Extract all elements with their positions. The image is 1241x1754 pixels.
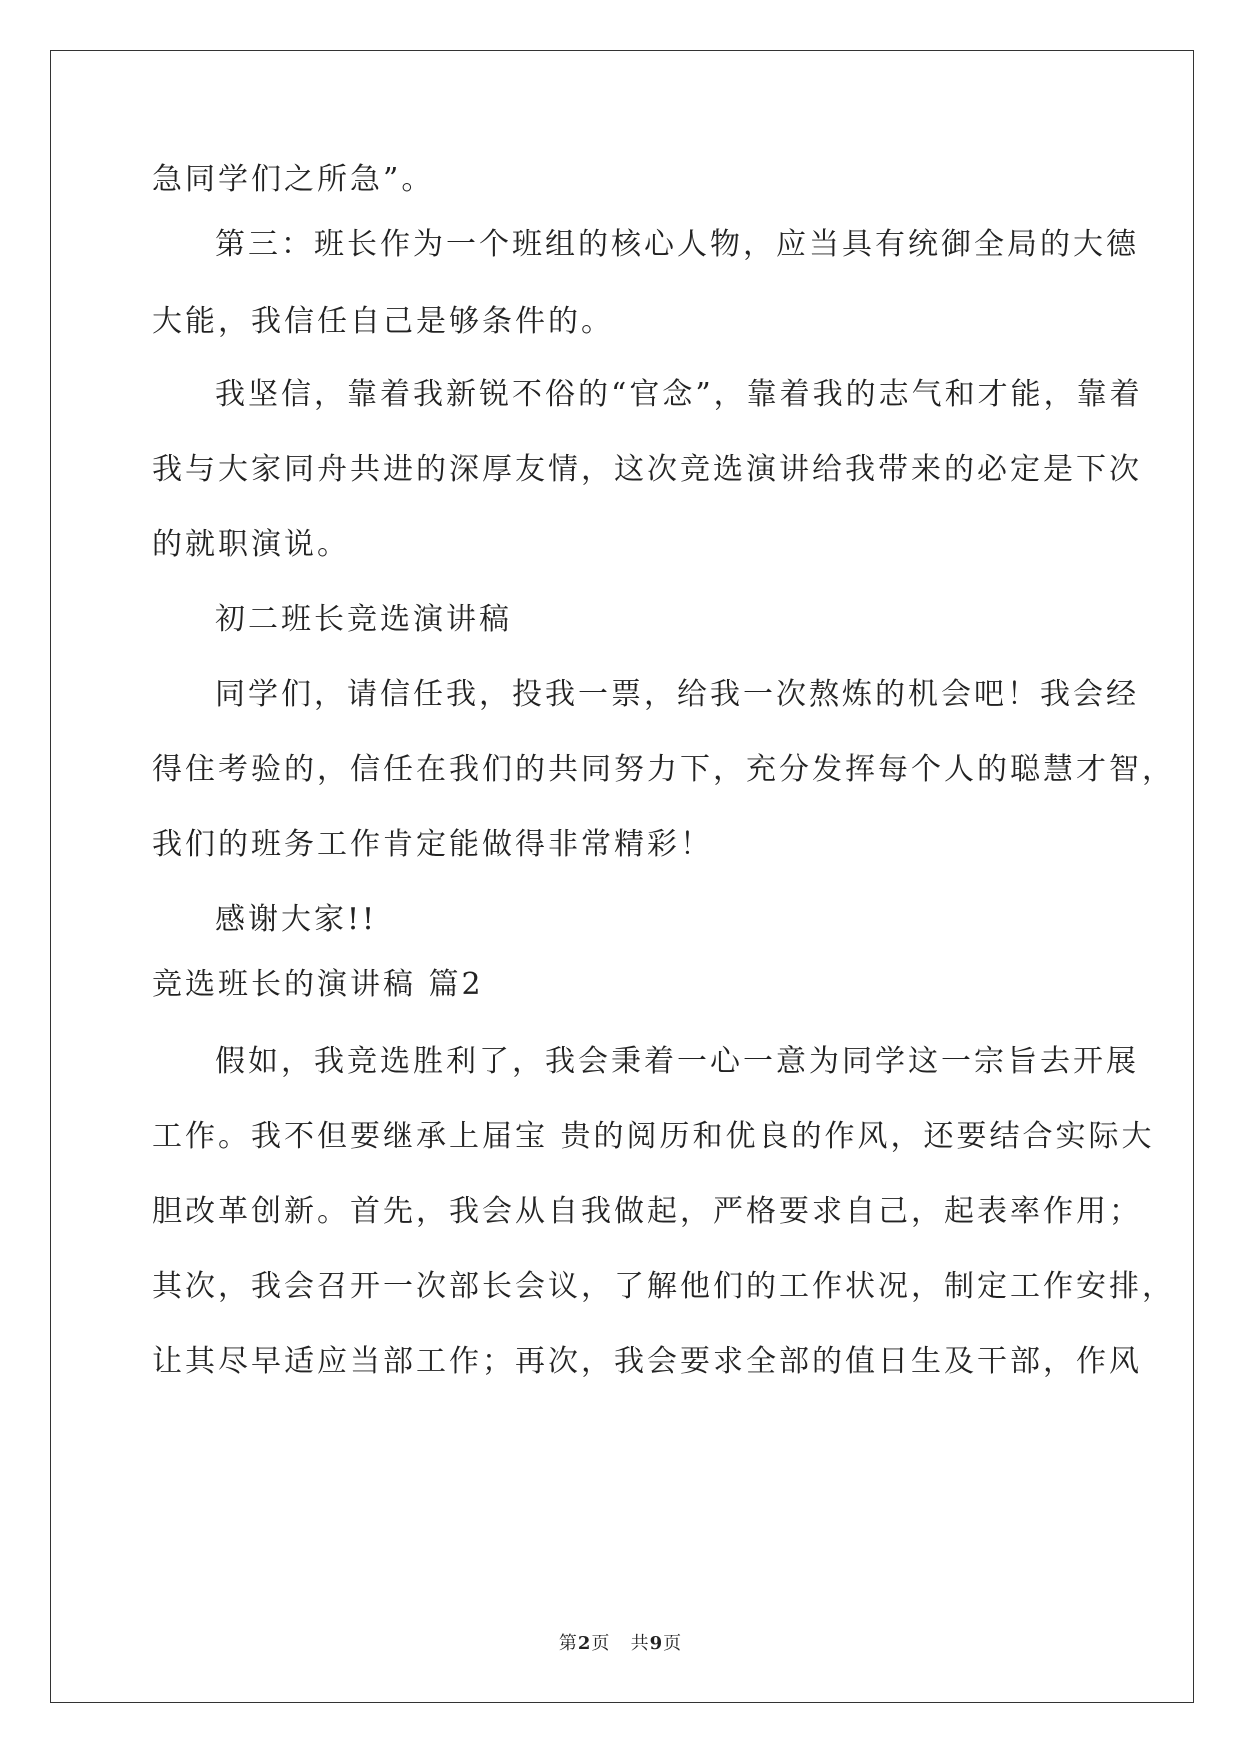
text-line-17: 让其尽早适应当部工作；再次，我会要求全部的值日生及干部，作风 xyxy=(152,1344,1142,1379)
footer-page-prefix: 第 xyxy=(558,1633,578,1654)
footer-total-prefix: 共 xyxy=(630,1633,650,1654)
text-line-6: 的就职演说。 xyxy=(152,527,350,562)
text-line-3: 大能，我信任自己是够条件的。 xyxy=(152,304,614,339)
text-line-5: 我与大家同舟共进的深厚友情，这次竞选演讲给我带来的必定是下次 xyxy=(152,452,1142,487)
text-line-16: 其次，我会召开一次部长会议，了解他们的工作状况，制定工作安排， xyxy=(152,1269,1175,1304)
text-line-11: 感谢大家!! xyxy=(215,902,378,937)
text-line-10: 我们的班务工作肯定能做得非常精彩！ xyxy=(152,827,713,862)
text-line-8: 同学们，请信任我，投我一票，给我一次熬炼的机会吧！我会经 xyxy=(215,677,1139,712)
text-line-15: 胆改革创新。首先，我会从自我做起，严格要求自己，起表率作用； xyxy=(152,1194,1142,1229)
text-line-7: 初二班长竞选演讲稿 xyxy=(215,602,512,637)
footer-page-current: 2 xyxy=(577,1633,592,1654)
section-heading: 竞选班长的演讲稿 篇2 xyxy=(152,967,484,1002)
footer-total-unit: 页 xyxy=(663,1633,683,1654)
text-line-4: 我坚信，靠着我新锐不俗的“官念”，靠着我的志气和才能，靠着 xyxy=(215,377,1143,412)
text-line-9: 得住考验的，信任在我们的共同努力下，充分发挥每个人的聪慧才智， xyxy=(152,752,1175,787)
page-border xyxy=(50,50,1194,1703)
text-line-14: 工作。我不但要继承上届宝 贵的阅历和优良的作风，还要结合实际大 xyxy=(152,1119,1155,1154)
text-line-1: 急同学们之所急”。 xyxy=(152,162,435,197)
footer-page-total: 9 xyxy=(649,1633,664,1654)
page-footer xyxy=(0,1632,1241,1656)
footer-page-unit: 页 xyxy=(591,1633,611,1654)
text-line-2: 第三：班长作为一个班组的核心人物，应当具有统御全局的大德 xyxy=(215,227,1139,262)
text-line-13: 假如，我竞选胜利了，我会秉着一心一意为同学这一宗旨去开展 xyxy=(215,1044,1139,1079)
